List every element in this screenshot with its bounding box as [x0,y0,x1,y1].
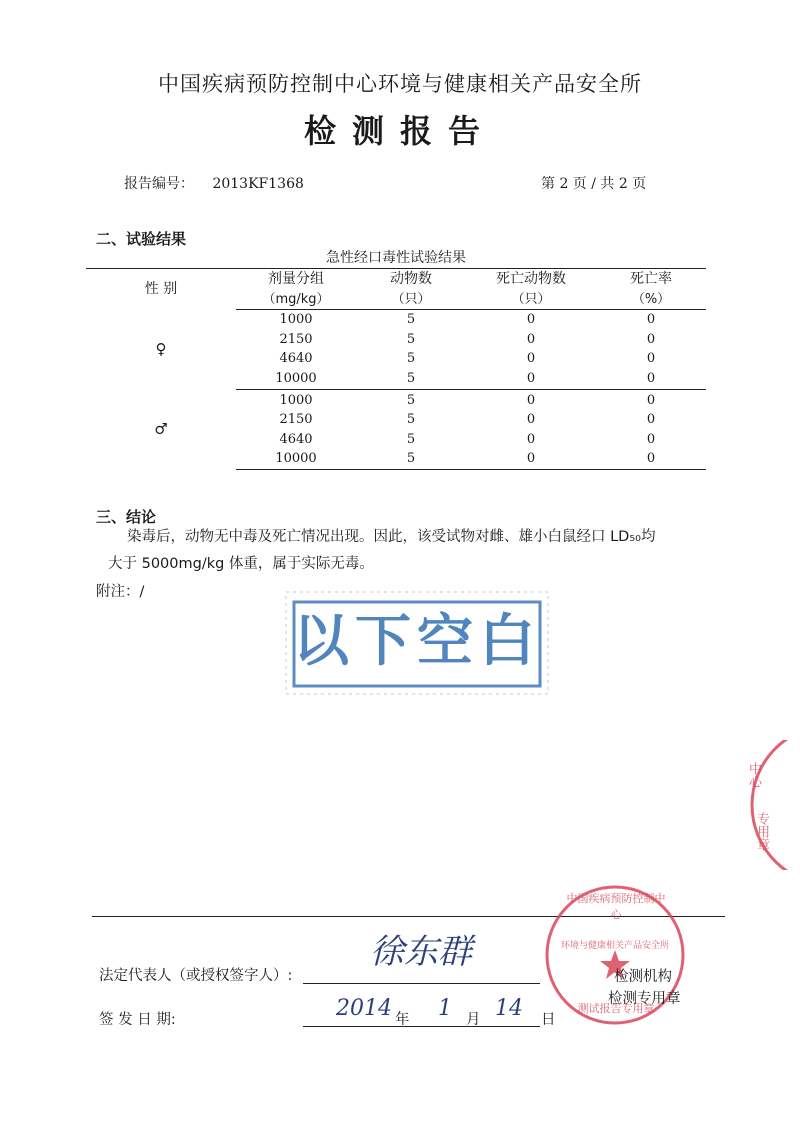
male-symbol: ♂ [154,419,168,438]
rate-cell: 0 [596,369,706,389]
deaths-cell: 0 [526,431,536,447]
date-day-unit: 日 [541,1012,556,1028]
rep-signature-line [303,983,540,984]
animals-cell: 5 [406,351,416,367]
rep-signature: 徐东群 [370,932,472,972]
side-seal-text-2: 专用章 [754,812,769,851]
table-caption: 急性经口毒性试验结果 [86,249,706,269]
dose-cell: 2150 [279,412,313,428]
rate-cell: 0 [646,351,656,367]
table-row [86,389,706,410]
deaths-cell: 0 [526,312,536,328]
results-section-title: 二、试验结果 [96,230,187,248]
report-title: 检测报告 [303,112,496,150]
animals-cell: 5 [406,431,416,447]
table-header-row [86,269,706,290]
dose-cell: 4640 [279,431,313,447]
results-table [86,249,706,470]
col-header-deaths: 死亡动物数 [496,271,566,287]
date-line [303,1026,540,1027]
female-symbol: ♀ [155,339,167,358]
institution-name: 中国疾病预防控制中心环境与健康相关产品安全所 [158,72,642,96]
seal-label-2: 检测专用章 [608,991,681,1007]
female-group [86,310,706,389]
report-number-value: 2013KF1368 [212,176,304,192]
col-unit-dose: （mg/kg） [236,290,356,310]
col-header-rate: 死亡率 [630,271,672,287]
dose-cell: 1000 [279,312,313,328]
dose-cell: 10000 [236,369,356,389]
seal-ring-text: 中国疾病预防控制中心 [566,892,666,921]
dose-cell: 1000 [279,392,313,408]
rate-cell: 0 [646,392,656,408]
report-number [124,173,304,193]
dose-cell: 4640 [279,351,313,367]
rate-cell: 0 [646,312,656,328]
deaths-cell: 0 [466,369,596,389]
seal-inner-text: 环境与健康相关产品安全所 [560,941,669,951]
seal-bottom-text: 测试报告专用章 [577,1002,655,1015]
date-month-unit: 月 [466,1012,481,1028]
date-day: 14 [495,996,523,1021]
seal-label-1: 检测机构 [614,969,672,985]
date-year-unit: 年 [395,1012,410,1028]
animals-cell: 5 [406,412,416,428]
rep-label: 法定代表人（或授权签字人）: [99,968,293,984]
rate-cell: 0 [646,431,656,447]
blank-stamp-text: 以下空白 [293,609,541,674]
deaths-cell: 0 [526,412,536,428]
rate-cell: 0 [646,331,656,347]
deaths-cell: 0 [526,351,536,367]
col-header-sex: 性 别 [144,281,178,298]
col-unit-animals: （只） [356,290,466,310]
deaths-cell: 0 [526,392,536,408]
col-header-dose: 剂量分组 [268,271,324,287]
male-group [86,389,706,469]
conclusion-line-2: 大于 5000mg/kg 体重，属于实际无毒。 [108,556,374,572]
note: 附注：/ [96,584,145,600]
dose-cell: 2150 [279,331,313,347]
deaths-cell: 0 [526,331,536,347]
col-header-animals: 动物数 [390,271,432,287]
date-month: 1 [438,996,452,1021]
animals-cell: 5 [406,312,416,328]
report-number-label: 报告编号： [124,176,194,192]
date-label: 签 发 日 期: [99,1012,176,1028]
rate-cell: 0 [646,412,656,428]
rate-cell: 0 [596,449,706,469]
animals-cell: 5 [356,449,466,469]
animals-cell: 5 [406,331,416,347]
col-unit-deaths: （只） [466,290,596,310]
deaths-cell: 0 [466,449,596,469]
side-seal-text: 中心 [746,762,761,788]
conclusion-section-title: 三、结论 [96,508,157,526]
dose-cell: 10000 [236,449,356,469]
animals-cell: 5 [356,369,466,389]
page-info: 第 2 页 / 共 2 页 [541,176,647,192]
animals-cell: 5 [406,392,416,408]
col-unit-rate: （%） [596,290,706,310]
conclusion-line-1: 染毒后，动物无中毒及死亡情况出现。因此，该受试物对雌、雄小白鼠经口 LD₅₀均 [127,529,656,545]
table-row [86,310,706,330]
date-year: 2014 [336,996,392,1021]
